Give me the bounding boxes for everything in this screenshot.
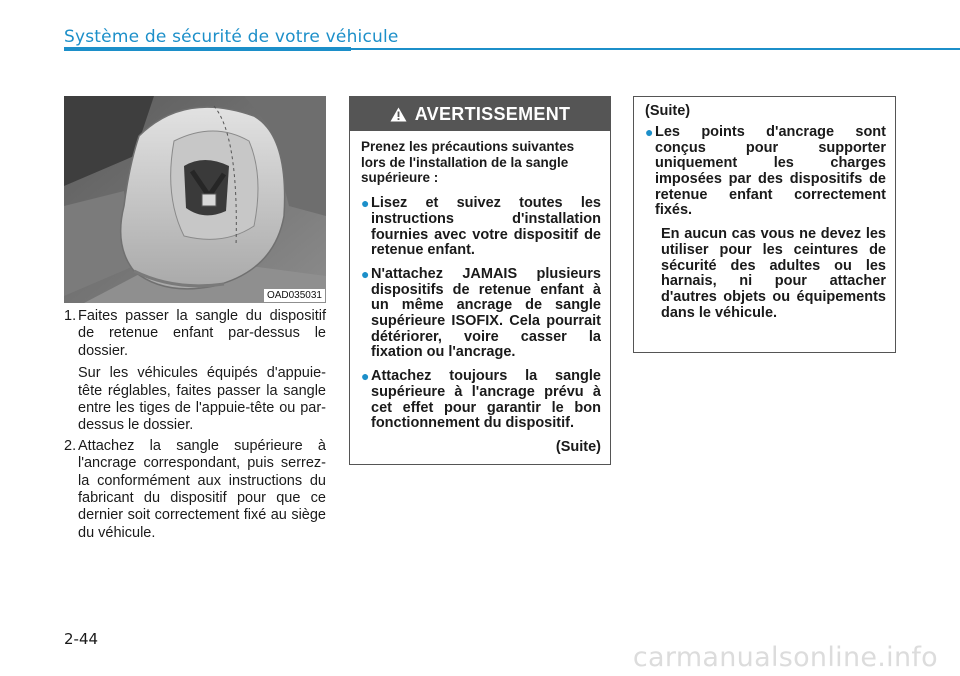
warning-bullet: ● N'attachez JAMAIS plusieurs dispositifs de retenue enfant à un même ancrage de sangle supérieure ISOFIX. Cela pourrait détériorer, voire casser la fixation ou l'ancrage.	[361, 265, 601, 361]
header-rule	[351, 48, 960, 50]
bullet-dot-icon: ●	[645, 123, 654, 140]
bullet-dot-icon: ●	[361, 368, 370, 385]
step-number: 1.	[64, 308, 77, 324]
warning-title: AVERTISSEMENT	[414, 103, 571, 124]
continued-paragraph: En aucun cas vous ne devez les utiliser pour les ceintures de sécurité des adultes ou les harnais, ni pour attacher d'autres objets ou équipements dans le véhicule.	[661, 226, 886, 321]
step-paragraph: Sur les véhicules équipés d'appuie-tête réglables, faites passer la sangle entre les tiges de l'appuie-tête ou par-dessus le dossier.	[78, 365, 326, 434]
step-2	[64, 438, 326, 542]
bullet-dot-icon: ●	[361, 265, 370, 282]
step-number: 2.	[64, 437, 77, 454]
continued-label: (Suite)	[645, 103, 691, 119]
warning-continued-label: (Suite)	[555, 438, 601, 455]
child-seat-photo	[64, 96, 326, 303]
warning-triangle-icon	[390, 107, 407, 122]
child-seat-illustration	[64, 96, 326, 303]
warning-bullet: ● Lisez et suivez toutes les instructions d'installation fournies avec votre dispositif de retenue enfant.	[361, 195, 601, 259]
instruction-steps	[64, 308, 326, 545]
bullet-dot-icon: ●	[361, 195, 370, 212]
warning-continued-box	[633, 96, 896, 353]
warning-intro: Prenez les précautions suivantes lors de l'installation de la sangle supérieure :	[361, 139, 575, 186]
step-paragraph: Attachez la sangle supérieure à l'ancrage correspondant, puis serrez-la conformément aux instructions du fabricant du dispositif pour que ce dernier soit correctement fixé au siège du véhicule.	[78, 437, 326, 541]
header-rule-accent	[64, 47, 351, 51]
watermark: carmanualsonline.info	[632, 642, 938, 673]
step-paragraph: Faites passer la sangle du dispositif de retenue enfant par-dessus le dossier.	[78, 308, 326, 359]
page-number: 2-44	[64, 630, 99, 648]
figure-code: OAD035031	[264, 289, 325, 302]
step-1	[64, 308, 326, 435]
continued-bullet: ● Les points d'ancrage sont conçus pour supporter uniquement les charges imposées par des dispositifs de retenue enfant correctement fixés.	[645, 123, 886, 219]
warning-header	[350, 97, 610, 131]
warning-bullet: ● Attachez toujours la sangle supérieure à l'ancrage prévu à cet effet pour garantir le bon fonctionnement du dispositif.	[361, 368, 601, 432]
warning-box	[349, 96, 611, 465]
section-title: Système de sécurité de votre véhicule	[64, 27, 399, 47]
